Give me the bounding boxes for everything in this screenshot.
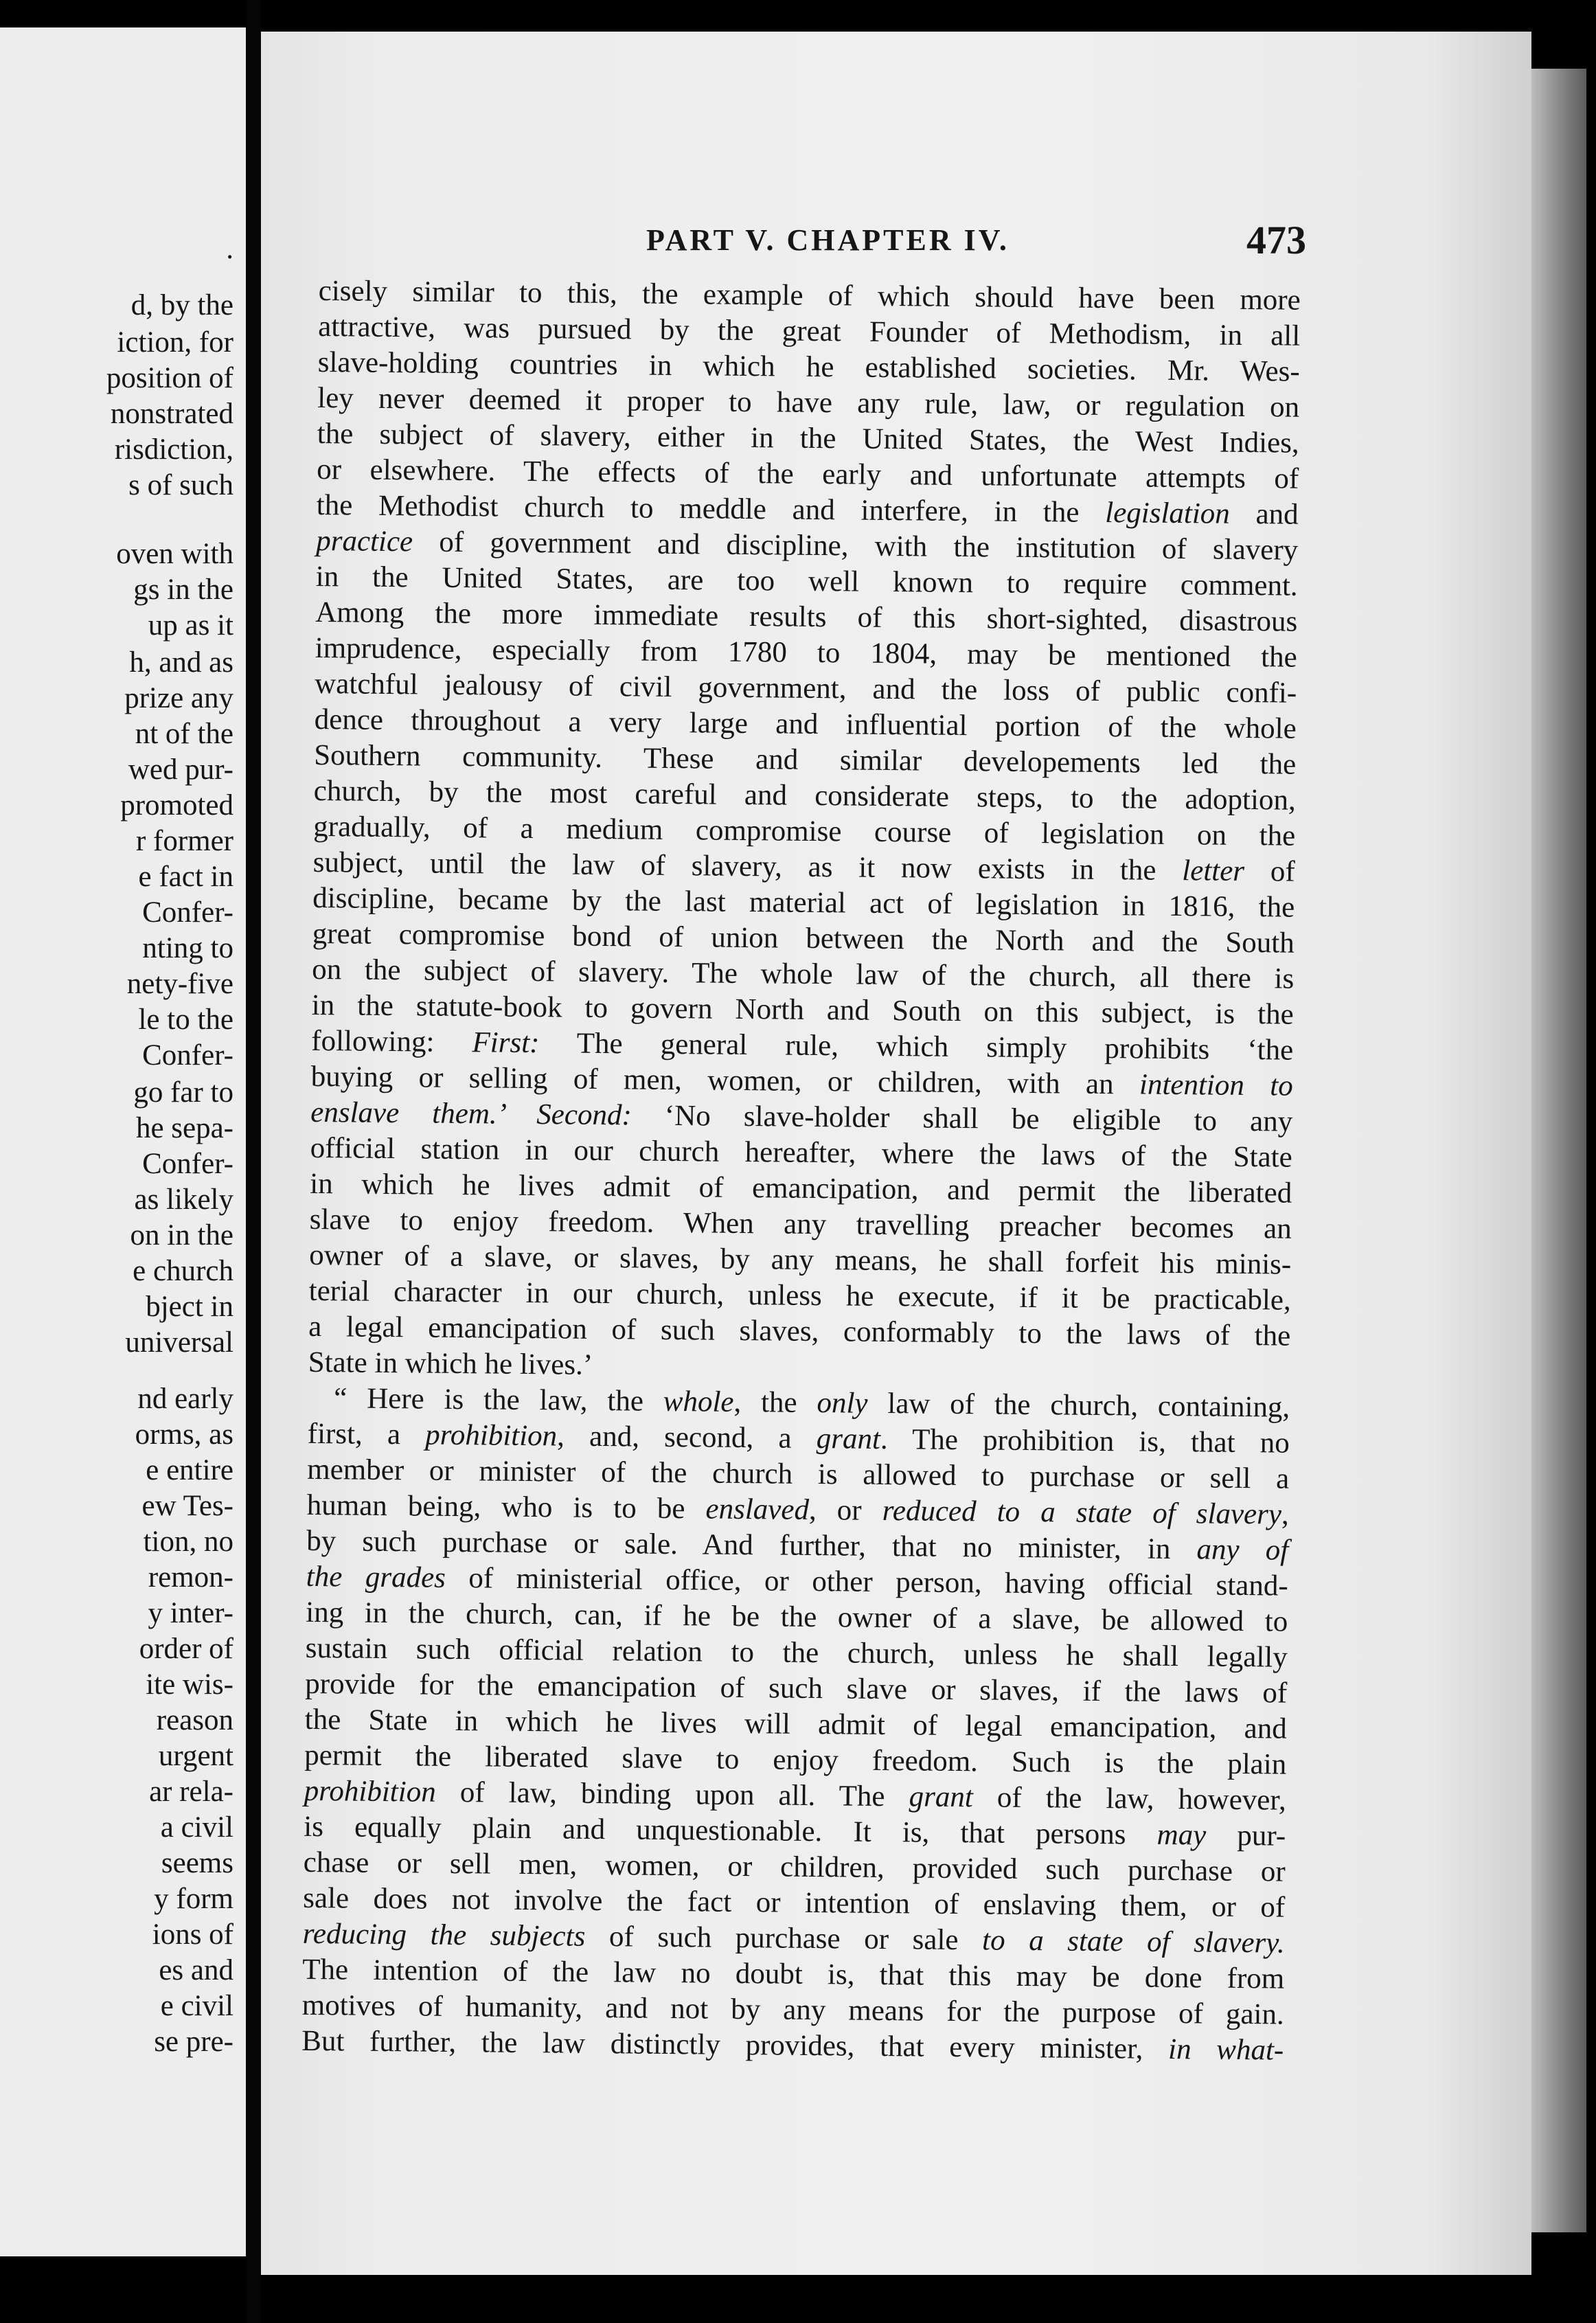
page-number: 473 [1246, 218, 1306, 262]
text-line: first, a prohibition, and, second, a grant. The prohibition is, that no [307, 1417, 1290, 1460]
italic-text: to a state of slavery. [981, 1924, 1285, 1960]
text-line: subject, until the law of slavery, as it now exists in the letter of [312, 846, 1295, 888]
facing-page-line: ar rela- [149, 1776, 233, 1808]
facing-page-line: Confer- [142, 1039, 233, 1072]
italic-text: prohibition [425, 1418, 558, 1453]
facing-page-line: r former [135, 825, 233, 857]
facing-page-line: e church [133, 1255, 233, 1287]
text-line: But further, the law distinctly provides, that every minister, in what- [301, 2024, 1284, 2067]
text-line: slave to enjoy freedom. When any travelling preacher becomes an [309, 1203, 1292, 1245]
text-line: a legal emancipation of such slaves, conformably to the laws of the [308, 1310, 1291, 1352]
body-text [301, 273, 1301, 2069]
facing-page-line: nting to [142, 932, 233, 964]
facing-page-line: h, and as [129, 646, 233, 679]
facing-page-line: ew Tes- [141, 1490, 233, 1522]
facing-page-line: y inter- [148, 1597, 233, 1629]
facing-page-line: y form [154, 1883, 233, 1915]
facing-page-line: tion, no [143, 1526, 233, 1558]
facing-page-line: on in the [130, 1219, 233, 1251]
text-line: church, by the most careful and considerate steps, to the adoption, [313, 774, 1296, 817]
facing-page-line: prize any [124, 682, 233, 714]
italic-text: practice [316, 524, 413, 558]
facing-page-line: iction, for [117, 326, 233, 359]
italic-text: only [817, 1387, 868, 1420]
text-line: cisely similar to this, the example of which should have been more [318, 274, 1301, 317]
facing-page-line: nety-five [126, 968, 233, 1000]
text-line: on the subject of slavery. The whole law of the church, all there is [312, 953, 1295, 995]
facing-page-line: universal [125, 1326, 233, 1359]
text-line: in the United States, are too well known to require comment. [315, 560, 1298, 602]
text-line: State in which he lives.’ [308, 1346, 593, 1381]
text-line: the Methodist church to meddle and interfere, in the legislation and [316, 488, 1299, 531]
page-edge [1531, 69, 1586, 2232]
text-line: permit the liberated slave to enjoy freedom. Such is the plain [304, 1738, 1287, 1781]
facing-page-line: a civil [160, 1811, 233, 1844]
text-line: reducing the subjects of such purchase or sale to a state of slavery. [302, 1917, 1285, 1960]
italic-text: whole [663, 1385, 734, 1418]
text-line: owner of a slave, or slaves, by any means, he shall forfeit his minis- [309, 1238, 1292, 1281]
text-line: watchful jealousy of civil government, and the loss of public confi- [315, 667, 1297, 710]
text-line: provide for the emancipation of such slave or slaves, if the laws of [305, 1667, 1288, 1710]
facing-page-line: ions of [152, 1918, 233, 1951]
facing-page [0, 27, 246, 2256]
facing-page-line: es and [159, 1954, 233, 1986]
text-line: official station in our church hereafter, where the laws of the State [310, 1131, 1292, 1174]
italic-text: prohibition [304, 1774, 436, 1809]
text-line: chase or sell men, women, or children, provided such purchase or [303, 1846, 1286, 1888]
text-line: following: First: The general rule, which simply prohibits ‘the [311, 1024, 1294, 1067]
facing-page-line: d, by the [130, 289, 233, 321]
italic-text: First: [472, 1026, 540, 1060]
text-line: or elsewhere. The effects of the early and unfortunate attempts of [317, 453, 1299, 495]
italic-text: letter [1182, 854, 1245, 887]
text-line: the State in which he lives will admit of legal emancipation, and [304, 1703, 1287, 1745]
facing-page-line: urgent [158, 1740, 233, 1772]
text-line: prohibition of law, binding upon all. The grant of the law, however, [304, 1774, 1286, 1817]
facing-page-line: go far to [133, 1076, 233, 1109]
italic-text: legislation [1105, 497, 1231, 530]
text-line: dence throughout a very large and influential portion of the whole [314, 703, 1297, 745]
facing-page-line: seems [161, 1847, 233, 1879]
facing-page-line: up as it [148, 609, 233, 642]
book-gutter [246, 0, 261, 2323]
facing-page-line: bject in [146, 1291, 233, 1323]
text-line: The intention of the law no doubt is, that this may be done from [302, 1953, 1285, 1995]
facing-page-line: nonstrated [110, 398, 233, 430]
text-line: “ Here is the law, the whole, the only law of the church, containing, [334, 1382, 1290, 1424]
facing-page-line: e entire [146, 1454, 233, 1486]
text-line: ley never deemed it proper to have any rule, law, or regulation on [317, 381, 1300, 424]
text-line: gradually, of a medium compromise course of legislation on the [313, 810, 1296, 852]
text-line: Southern community. These and similar developements led the [314, 738, 1297, 781]
facing-page-line: . [226, 233, 233, 265]
text-line: Among the more immediate results of this short-sighted, disastrous [315, 596, 1298, 638]
italic-text: may [1156, 1818, 1207, 1852]
facing-page-line: promoted [120, 789, 233, 821]
facing-page-line: Confer- [142, 1148, 233, 1180]
facing-page-line: s of such [128, 469, 233, 501]
text-line: great compromise bond of union between the North and the South [312, 917, 1295, 960]
facing-page-line: nt of the [135, 718, 233, 750]
text-line: in the statute-book to govern North and South on this subject, is the [311, 988, 1294, 1031]
text-line: by such purchase or sale. And further, that no minister, in any of [306, 1524, 1289, 1567]
text-line: attractive, was pursued by the great Founder of Methodism, in all [318, 310, 1301, 352]
text-line: sustain such official relation to the church, unless he shall legally [305, 1631, 1288, 1674]
facing-page-line: Confer- [142, 896, 233, 929]
facing-page-line: e fact in [138, 861, 233, 893]
text-line: member or minister of the church is allowed to purchase or sell a [307, 1453, 1290, 1495]
italic-text: enslave them.’ Second: [310, 1096, 632, 1132]
italic-text: grant [909, 1780, 974, 1814]
italic-text: enslaved [705, 1493, 810, 1526]
facing-page-line: reason [156, 1704, 233, 1736]
facing-page-line: nd early [137, 1383, 233, 1415]
text-line: in which he lives admit of emancipation, and permit the liberated [310, 1167, 1292, 1210]
text-line: ing in the church, can, if he be the owner of a slave, be allowed to [306, 1596, 1288, 1638]
text-line: slave-holding countries in which he established societies. Mr. Wes- [317, 345, 1300, 388]
italic-text: intention to [1139, 1068, 1293, 1102]
italic-text: reduced to a state of slavery [882, 1494, 1282, 1531]
chapter-heading: PART V. CHAPTER IV. [646, 223, 1010, 257]
facing-page-line: position of [106, 362, 233, 394]
facing-page-line: he sepa- [135, 1112, 233, 1144]
text-line: motives of humanity, and not by any means for the purpose of gain. [301, 1988, 1284, 2031]
facing-page-line: oven with [116, 538, 233, 570]
italic-text: grant [816, 1423, 881, 1455]
facing-page-line: orms, as [135, 1418, 233, 1451]
facing-page-line: gs in the [133, 574, 233, 606]
text-line: the subject of slavery, either in the United States, the West Indies, [317, 417, 1299, 460]
text-line: enslave them.’ Second: ‘No slave-holder shall be eligible to any [310, 1096, 1293, 1138]
facing-page-line: remon- [148, 1561, 233, 1594]
text-line: discipline, became by the last material act of legislation in 1816, the [312, 881, 1295, 924]
text-line: the grades of ministerial office, or other person, having official stand- [306, 1560, 1288, 1602]
italic-text: reducing the subjects [302, 1917, 586, 1953]
facing-page-line: order of [139, 1633, 233, 1665]
facing-page-line: se pre- [154, 2026, 233, 2058]
italic-text: the grades [306, 1560, 446, 1594]
facing-page-line: as likely [134, 1183, 233, 1216]
facing-page-line: le to the [138, 1004, 233, 1036]
text-line: is equally plain and unquestionable. It is, that persons may pur- [304, 1810, 1286, 1852]
text-line: sale does not involve the fact or intention of enslaving them, or of [303, 1881, 1286, 1924]
text-line: human being, who is to be enslaved, or reduced to a state of slavery, [306, 1488, 1289, 1531]
italic-text: any of [1196, 1533, 1289, 1567]
text-line: buying or selling of men, women, or children, with an intention to [310, 1060, 1293, 1102]
facing-page-line: e civil [160, 1990, 233, 2022]
text-line: terial character in our church, unless he execute, if it be practicable, [308, 1274, 1291, 1317]
facing-page-line: ite wis- [146, 1668, 233, 1701]
facing-page-line: risdiction, [114, 433, 233, 466]
text-line: practice of government and discipline, with the institution of slavery [316, 524, 1299, 567]
facing-page-line: wed pur- [128, 753, 233, 786]
running-head [376, 218, 1306, 267]
italic-text: in what- [1167, 2032, 1284, 2067]
text-line: imprudence, especially from 1780 to 1804, may be mentioned the [315, 631, 1297, 674]
